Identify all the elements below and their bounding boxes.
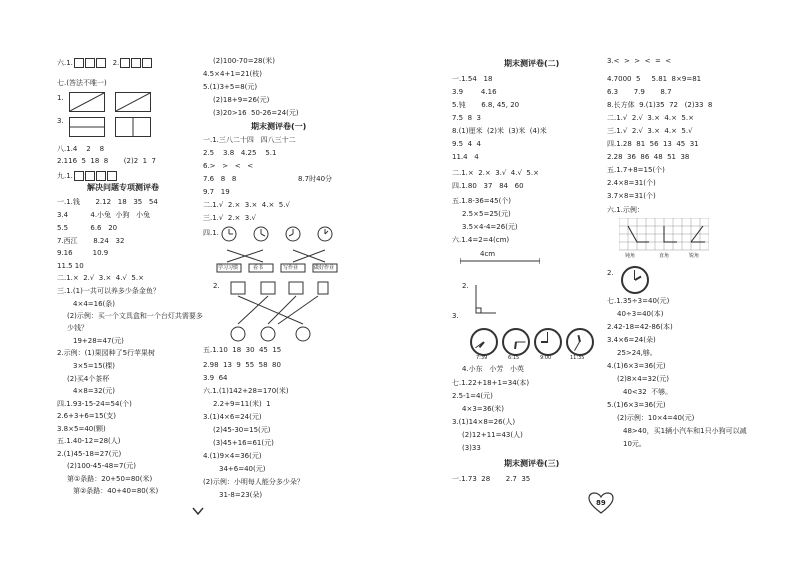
answer-line: 2.示例：(1)果园种了5行苹果树 [57, 349, 156, 357]
answer-line: 2.28 36 86 48 51 38 [607, 153, 690, 161]
answer-line: 8.(1)厘米 (2)米 (3)米 (4)米 [452, 127, 547, 135]
answer-line: 五.1.7+8=15(个) [607, 166, 665, 174]
answer-line: (3)20>16 50-26=24(元) [213, 109, 299, 117]
answer-line: 四.1. [203, 229, 219, 237]
answer-line: 10元。 [623, 440, 646, 448]
answer-line: 一.1.54 18 [452, 75, 493, 83]
clock-icon [534, 328, 562, 356]
grid-label: 直角 [659, 253, 670, 259]
answer-line: (3)33 [462, 444, 481, 452]
answer-line: 2.2+9=11(米) 1 [213, 400, 271, 408]
answer-line: 4×8=32(元) [73, 387, 116, 395]
answer-line: 六.1. 2. [57, 58, 152, 68]
answer-line: (2)8×4=32(元) [617, 375, 669, 383]
answer-line: 7.6 8 8 [203, 175, 237, 183]
answer-line: 2. [462, 282, 469, 290]
answer-line: 3. [57, 117, 64, 125]
answer-line: 二.1.√ 2.× 3.× 4.× 5.√ [203, 201, 290, 209]
answer-line: 34+6=40(元) [219, 465, 266, 473]
answer-line: 六.1.(1)142+28=170(米) [203, 387, 289, 395]
answer-line: 3.7×8=31(个) [607, 192, 656, 200]
page-number: 89 [596, 499, 606, 507]
answer-line: 11.4 4 [452, 153, 479, 161]
clock-icon [502, 328, 530, 356]
answer-line: 3.(1)14×8=26(人) [452, 418, 516, 426]
answer-line: 七.1.22+18+1=34(本) [452, 379, 530, 387]
answer-line: 25>24,够。 [617, 349, 657, 357]
answer-line: 40<32 不够。 [623, 388, 673, 396]
answer-line: 4.(1)9×4=36(元) [203, 452, 262, 460]
answer-line: 七.1.35÷3=40(元) [607, 297, 670, 305]
answer-line: 2.5 3.8 4.25 5.1 [203, 149, 277, 157]
answer-line: 三.1.(1)一共可以养多少条金鱼？ [57, 287, 160, 295]
answer-line: 二.1.√ 2.√ 3.× 4.× 5.× [607, 114, 694, 122]
answer-line: 三.1.√ 2.× 3.√ [203, 214, 256, 222]
answer-line: 5.(1)3+5=8(元) [203, 83, 258, 91]
answer-line: 4.(1)6×3=36(元) [607, 362, 666, 370]
answer-line: 四.1.80 37 84 60 [452, 182, 524, 190]
length-line [460, 258, 540, 264]
answer-line: 8.长方体 9.(1)35 72 (2)33 8 [607, 101, 713, 109]
answer-line: (2)18+9=26(元) [213, 96, 270, 104]
rect-diagram [115, 92, 151, 112]
answer-line: 第②条路：40+40=80(米) [73, 487, 159, 495]
answer-line: 7.西江 8.24 32 [57, 237, 125, 245]
right-angle-diagram [474, 285, 496, 315]
section-title: 解决问题专项测评卷 [87, 183, 159, 192]
answer-line: 二.1.× 2.× 3.√ 4.√ 5.× [452, 169, 539, 177]
answer-line: 6.> > < < [203, 162, 254, 170]
answer-line: 二.1.× 2.√ 3.× 4.√ 5.× [57, 274, 144, 282]
card-label: 做好作业 [314, 265, 335, 271]
answer-line: 3×5=15(棵) [73, 362, 116, 370]
answer-line: 8.7时40分 [298, 175, 333, 183]
answer-line: (2)45-30=15(元) [213, 426, 271, 434]
answer-line: 2.116 5 18 8 (2)2 1 7 [57, 157, 156, 165]
answer-line: 6.3 7.9 8.7 [607, 88, 672, 96]
section-title: 期末测评卷(二) [504, 59, 560, 68]
answer-line: 4×4=16(条) [73, 300, 116, 308]
answer-line: 四.1.93-15-24=54(个) [57, 400, 132, 408]
answer-line: 4.5×4+1=21(枝) [203, 70, 263, 78]
card-label: 学习习惯 [218, 265, 239, 271]
answer-line: 四.1.28 81 56 13 45 31 [607, 140, 699, 148]
answer-line: 3.5×4-4=26(元) [462, 223, 518, 231]
answer-line: 3. [452, 312, 459, 320]
answer-line: 六.1.4=2=4(cm) [452, 236, 510, 244]
answer-line: 40÷3=40(本) [617, 310, 664, 318]
answer-line: 2.6+3+6=15(支) [57, 412, 117, 420]
clock-time-label: 6:15 [508, 355, 520, 361]
answer-line: 2.5-1=4(元) [452, 392, 493, 400]
clock-time-label: 7:39 [476, 355, 488, 361]
answer-line: (2)示例：买一个文具盒和一个台灯共需要多 [67, 312, 203, 320]
answer-line: 19+28=47(元) [73, 337, 124, 345]
answer-line: 3.9 64 [203, 374, 228, 382]
answer-line: 一.1.73 28 2.7 35 [452, 475, 531, 483]
answer-line: 3.8×5=40(颗) [57, 425, 106, 433]
grid-label: 锐角 [689, 253, 700, 259]
answer-line: (2)示例：小明每人能分多少朵？ [203, 478, 304, 486]
rect-diagram [115, 117, 151, 137]
answer-line: (2)100-45-48=7(元) [67, 462, 136, 470]
answer-line: 5.(1)6×3=36(元) [607, 401, 666, 409]
answer-line: 9.16 10.9 [57, 249, 109, 257]
answer-line: 3.< > > < = < [607, 57, 672, 65]
answer-line: 4.小东 小芳 小英 [462, 365, 525, 373]
answer-line: 少钱？ [67, 324, 88, 332]
answer-line: (3)45+16=61(元) [213, 439, 274, 447]
answer-line: 九.1. [57, 171, 117, 181]
clock-icon [470, 328, 498, 356]
rect-diagram [69, 117, 105, 137]
answer-line: 2.98 13 9 55 58 80 [203, 361, 281, 369]
card-label: 看书 [253, 265, 264, 271]
answer-line: 2.42-18=42-86(本) [607, 323, 673, 331]
answer-line: 一.1.三八二十四 四八三十二 [203, 136, 296, 144]
answer-line: 五.1.8-36=45(个) [452, 197, 512, 205]
answer-line: (2)100-70=28(米) [213, 57, 275, 65]
answer-line: 第①条路：20+50=80(米) [67, 475, 153, 483]
card-label: 写作业 [283, 265, 299, 271]
answer-line: 1. [57, 94, 64, 102]
length-label: 4cm [480, 250, 496, 258]
answer-line: 11.5 10 [57, 262, 84, 270]
answer-line: 2. [213, 282, 220, 290]
answer-line: 2. [607, 269, 614, 277]
clock-icon [566, 328, 594, 356]
rect-diagram [69, 92, 105, 112]
chevron-down-icon [192, 505, 204, 517]
answer-line: 七.(答法不唯一) [57, 79, 107, 87]
answer-line: 31-8=23(朵) [219, 491, 263, 499]
answer-line: 3.4×6=24(朵) [607, 336, 656, 344]
answer-line: 八.1.4 2 8 [57, 145, 105, 153]
answer-line: 五.1.40-12=28(人) [57, 437, 121, 445]
answer-line: 4.7000 5 5.81 8×9=81 [607, 75, 702, 83]
answer-line: 2.4×8=31(个) [607, 179, 656, 187]
clock-icon [621, 266, 649, 294]
section-title: 期末测评卷(一) [251, 122, 307, 131]
answer-line: 48>40，买1辆小汽车和1只小狗可以减 [623, 427, 747, 435]
answer-line: 7.5 8 3 [452, 114, 481, 122]
answer-line: 三.1.√ 2.√ 3.× 4.× 5.√ [607, 127, 693, 135]
answer-line: 9.5 4 4 [452, 140, 481, 148]
right-page [400, 0, 800, 566]
clock-time-label: 9:00 [540, 355, 552, 361]
section-title: 期末测评卷(三) [504, 459, 560, 468]
answer-line: 六.1.示例： [607, 206, 644, 214]
answer-line: 5.5 6.6 20 [57, 224, 118, 232]
answer-line: (2)示例：10×4=40(元) [617, 414, 695, 422]
answer-line: 五.1.10 18 30 45 15 [203, 346, 282, 354]
answer-line: 3.9 4.16 [452, 88, 497, 96]
clock-time-label: 11:35 [570, 355, 585, 361]
angle-grid-diagram [619, 218, 709, 252]
answer-line: (2)买4个茶杯 [67, 375, 110, 383]
answer-line: (2)12+11=43(人) [462, 431, 523, 439]
answer-line: 3.4 4.小兔 小狗 小兔 [57, 211, 151, 219]
answer-line: 4×3=36(米) [462, 405, 505, 413]
answer-line: 9.7 19 [203, 188, 230, 196]
cup-matching-diagram [223, 280, 333, 344]
answer-line: 2.(1)45-18=27(元) [57, 450, 122, 458]
answer-line: 3.(1)4×6=24(元) [203, 413, 262, 421]
answer-line: 2.5×5=25(元) [462, 210, 511, 218]
answer-line: 一.1.钱 2.12 18 35 54 [57, 198, 158, 206]
answer-line: 5.钝 6.8, 45, 20 [452, 101, 520, 109]
grid-label: 钝角 [625, 253, 636, 259]
